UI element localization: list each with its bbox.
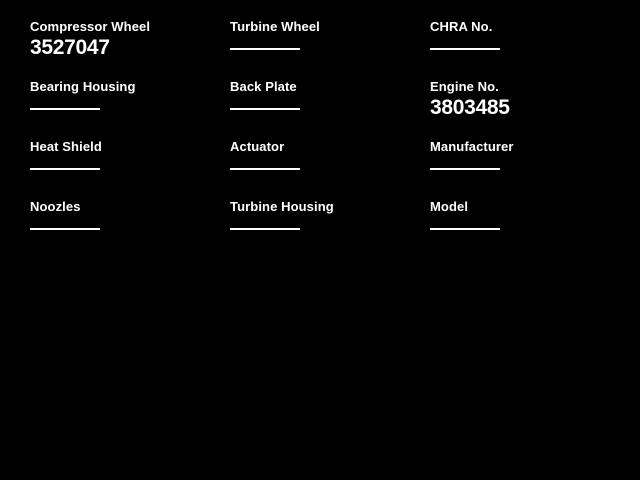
noozles-label: Noozles (30, 199, 81, 214)
back-plate-underline (230, 108, 300, 110)
heat-shield-input[interactable] (30, 168, 230, 170)
chra-no-underline (430, 48, 500, 50)
chra-no-label: CHRA No. (430, 19, 493, 34)
noozles-input[interactable] (30, 228, 230, 230)
heat-shield-underline (30, 168, 100, 170)
turbine-wheel-underline (230, 48, 300, 50)
field-actuator (230, 139, 430, 199)
manufacturer-label: Manufacturer (430, 139, 514, 154)
manufacturer-underline (430, 168, 500, 170)
engine-no-value: 3803485 (430, 96, 510, 119)
field-compressor-wheel (30, 19, 230, 79)
compressor-wheel-value: 3527047 (30, 36, 110, 59)
field-manufacturer (430, 139, 630, 199)
field-bearing-housing (30, 79, 230, 139)
compressor-wheel-label: Compressor Wheel (30, 19, 151, 34)
field-back-plate (230, 79, 430, 139)
field-heat-shield (30, 139, 230, 199)
model-underline (430, 228, 500, 230)
compressor-wheel-input[interactable] (30, 34, 230, 59)
model-input[interactable] (430, 228, 630, 230)
model-label: Model (430, 199, 469, 214)
field-chra-no (430, 19, 630, 79)
noozles-underline (30, 228, 100, 230)
turbine-housing-input[interactable] (230, 228, 430, 230)
field-model (430, 199, 630, 259)
turbine-housing-underline (230, 228, 300, 230)
heat-shield-label: Heat Shield (30, 139, 102, 154)
turbine-housing-label: Turbine Housing (230, 199, 334, 214)
turbine-wheel-input[interactable] (230, 48, 430, 50)
engine-no-input[interactable] (430, 94, 630, 119)
bearing-housing-input[interactable] (30, 108, 230, 110)
field-turbine-housing (230, 199, 430, 259)
field-noozles (30, 199, 230, 259)
engine-no-label: Engine No. (430, 79, 499, 94)
actuator-underline (230, 168, 300, 170)
manufacturer-input[interactable] (430, 168, 630, 170)
bearing-housing-underline (30, 108, 100, 110)
back-plate-input[interactable] (230, 108, 430, 110)
actuator-input[interactable] (230, 168, 430, 170)
field-engine-no (430, 79, 630, 139)
bearing-housing-label: Bearing Housing (30, 79, 136, 94)
field-turbine-wheel (230, 19, 430, 79)
turbine-wheel-label: Turbine Wheel (230, 19, 320, 34)
back-plate-label: Back Plate (230, 79, 297, 94)
chra-no-input[interactable] (430, 48, 630, 50)
actuator-label: Actuator (230, 139, 285, 154)
